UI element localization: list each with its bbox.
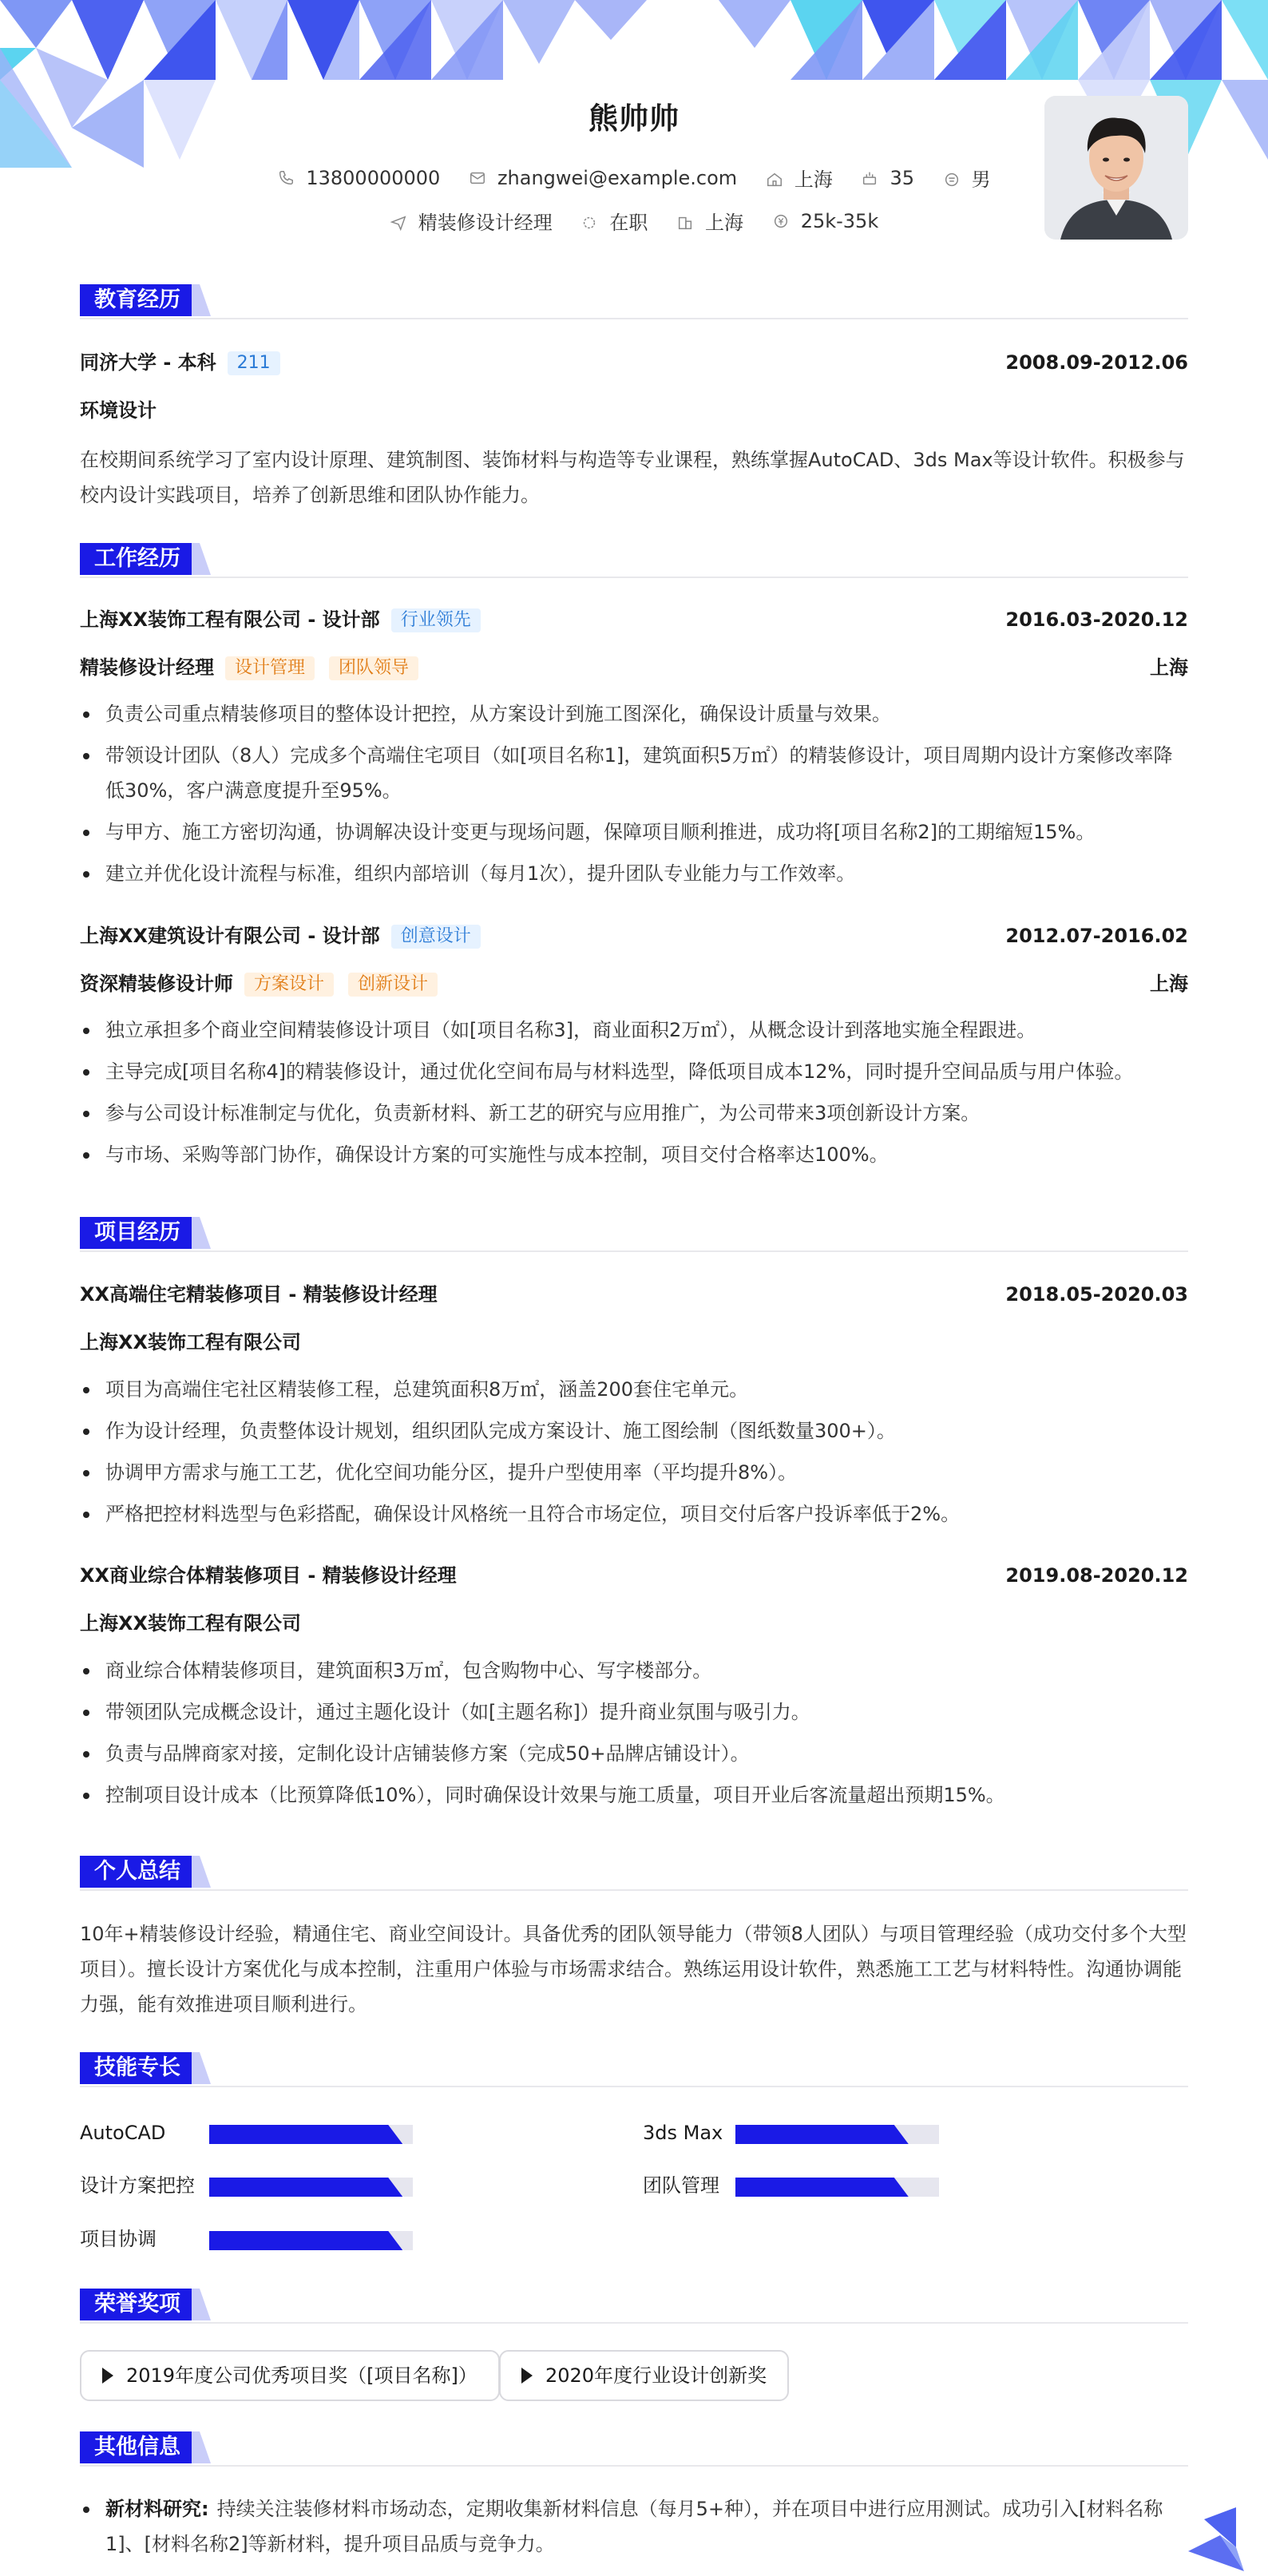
section-education [80,284,1188,319]
section-projects [80,1217,1188,1252]
skill-bar-fill [209,2125,402,2144]
skill-bar [735,2125,939,2144]
tag-tail-decoration [192,2431,211,2463]
skill-bar-fill [209,2231,402,2250]
award-item [499,2350,789,2401]
job-salary: 25k-35k [772,210,879,232]
job-city: 上海 [676,207,743,235]
skill-bar-fill [209,2178,402,2197]
skill-bar [209,2231,413,2250]
list-item: 带领设计团队（8人）完成多个高端住宅项目（如[项目名称1]，建筑面积5万㎡）的精装修设计，项目周期内设计方案修改率降低30%，客户满意度提升至95%。 [80,738,1188,808]
work-date: 2012.07-2016.02 [1005,925,1188,947]
project-date: 2019.08-2020.12 [1005,1564,1188,1587]
section-other [80,2431,1188,2467]
project-company: 上海XX装饰工程有限公司 [80,1612,302,1635]
skill-bar-fill [735,2125,909,2144]
list-item: 建立并优化设计流程与标准，组织内部培训（每月1次），提升团队专业能力与工作效率。 [80,856,1188,891]
list-item: 作为设计经理，负责整体设计规划，组织团队完成方案设计、施工图绘制（图纸数量300+）。 [80,1413,1188,1449]
award-item [80,2350,500,2401]
job-status: 在职 [581,207,648,235]
section-divider [80,2322,1188,2324]
work-badge: 行业领先 [391,608,481,632]
corner-decoration [1188,2507,1244,2571]
school-badge: 211 [228,351,280,375]
list-item: 商业综合体精装修项目，建筑面积3万㎡，包含购物中心、写字楼部分。 [80,1653,1188,1688]
work-tag: 团队领导 [329,656,418,680]
list-item: 与甲方、施工方密切沟通，协调解决设计变更与现场问题，保障项目顺利推进，成功将[项目名称2]的工期缩短15%。 [80,814,1188,850]
section-awards [80,2289,1188,2324]
other-label: 新材料研究: [105,2498,209,2520]
job-title: 精装修设计经理 [390,207,553,235]
section-title: 技能专长 [80,2052,195,2084]
avatar [1044,96,1188,240]
list-item: 主导完成[项目名称4]的精装修设计，通过优化空间布局与材料选型，降低项目成本12%，同时提升空间品质与用户体验。 [80,1054,1188,1089]
candidate-name: 熊帅帅 [588,101,680,136]
play-icon [521,2368,533,2384]
skill-item [80,2120,495,2146]
list-item: 协调甲方需求与施工工艺，优化空间功能分区，提升户型使用率（平均提升8%）。 [80,1455,1188,1490]
education-description: 在校期间系统学习了室内设计原理、建筑制图、装饰材料与构造等专业课程，熟练掌握AutoCAD、3ds Max等设计软件。积极参与校内设计实践项目，培养了创新思维和团队协作能力。 [80,449,1185,506]
award-text: 2020年度行业设计创新奖 [545,2364,767,2387]
work-1-bullets [80,696,1188,898]
list-item: 负责与品牌商家对接，定制化设计店铺装修方案（完成50+品牌店铺设计）。 [80,1736,1188,1771]
tag-tail-decoration [192,2289,211,2320]
section-title: 荣誉奖项 [80,2289,195,2320]
work-title: 精装修设计经理 [80,656,214,679]
project-company: 上海XX装饰工程有限公司 [80,1331,302,1353]
section-divider [80,2465,1188,2467]
skill-bar-fill [735,2178,909,2197]
gender-icon [943,171,961,188]
work-location: 上海 [1150,973,1188,995]
skill-item [80,2173,495,2198]
send-icon [390,214,407,232]
skill-name: 项目协调 [80,2228,157,2250]
skill-name: 设计方案把控 [80,2174,195,2197]
work-badge: 创意设计 [391,925,481,949]
contact-gender: 男 [943,164,991,192]
project-date: 2018.05-2020.03 [1005,1283,1188,1306]
section-divider [80,2086,1188,2087]
work-tag: 设计管理 [225,656,315,680]
list-item [80,2491,1166,2562]
contact-phone: 13800000000 [277,167,440,189]
work-tag: 方案设计 [244,973,334,997]
contact-row [80,164,1188,192]
work-tag: 创新设计 [348,973,438,997]
work-date: 2016.03-2020.12 [1005,608,1188,631]
list-item: 独立承担多个商业空间精装修设计项目（如[项目名称3]，商业面积2万㎡），从概念设计到落地实施全程跟进。 [80,1013,1188,1048]
skill-bar [209,2178,413,2197]
section-divider [80,577,1188,578]
skill-name: 团队管理 [643,2174,719,2197]
play-icon [102,2368,113,2384]
list-item: 控制项目设计成本（比预算降低10%），同时确保设计效果与施工质量，项目开业后客流量超出预期15%。 [80,1777,1188,1813]
section-title: 工作经历 [80,543,195,575]
section-divider [80,1250,1188,1252]
skill-item [80,2226,495,2252]
award-text: 2019年度公司优秀项目奖（[项目名称]） [126,2364,477,2387]
contact-city: 上海 [766,164,833,192]
list-item: 严格把控材料选型与色彩搭配，确保设计风格统一且符合市场定位，项目交付后客户投诉率低于2%。 [80,1496,1188,1532]
school-name: 同济大学 - 本科 [80,351,216,374]
skill-item [643,2173,1058,2198]
section-skills [80,2052,1188,2087]
tag-tail-decoration [192,284,211,316]
project-name: XX商业综合体精装修项目 - 精装修设计经理 [80,1564,457,1587]
other-bullets [80,2491,1166,2568]
section-title: 个人总结 [80,1856,195,1888]
summary-text: 10年+精装修设计经验，精通住宅、商业空间设计。具备优秀的团队领导能力（带领8人团队）与项目管理经验（成功交付多个大型项目）。擅长设计方案优化与成本控制，注重用户体验与市场需求结合。熟练运用设计软件，熟悉施工工艺与材料特性。沟通协调能力强，能有效推进项目顺利进行。 [80,1923,1187,2015]
work-title: 资深精装修设计师 [80,973,233,995]
tag-tail-decoration [192,1217,211,1249]
tag-tail-decoration [192,543,211,575]
list-item: 项目为高端住宅社区精装修工程，总建筑面积8万㎡，涵盖200套住宅单元。 [80,1372,1188,1407]
salary-icon [772,212,790,230]
work-company: 上海XX装饰工程有限公司 - 设计部 [80,608,380,631]
tag-tail-decoration [192,2052,211,2084]
contact-age: 35 [861,167,914,189]
work-2-bullets [80,1013,1188,1179]
education-date: 2008.09-2012.06 [1005,351,1188,374]
section-title: 其他信息 [80,2431,195,2463]
skill-name: AutoCAD [80,2122,166,2144]
list-item: 带领团队完成概念设计，通过主题化设计（如[主题名称]）提升商业氛围与吸引力。 [80,1694,1188,1730]
building-icon [676,214,694,232]
skill-bar [735,2178,939,2197]
other-text: 持续关注装修材料市场动态，定期收集新材料信息（每月5+种），并在项目中进行应用测试。成功引入[材料名称1]、[材料名称2]等新材料，提升项目品质与竞争力。 [105,2498,1163,2555]
section-title: 教育经历 [80,284,195,316]
phone-icon [277,169,295,187]
tag-tail-decoration [192,1856,211,1888]
job-row [80,207,1188,235]
section-title: 项目经历 [80,1217,195,1249]
work-location: 上海 [1150,656,1188,679]
section-summary [80,1856,1188,1891]
skill-bar [209,2125,413,2144]
skill-name: 3ds Max [643,2122,723,2144]
skill-item [643,2120,1058,2146]
project-name: XX高端住宅精装修项目 - 精装修设计经理 [80,1283,438,1306]
mail-icon [469,169,486,187]
section-divider [80,318,1188,319]
status-icon [581,214,598,232]
home-icon [766,171,783,188]
project-1-bullets [80,1372,1188,1538]
work-company: 上海XX建筑设计有限公司 - 设计部 [80,925,380,947]
section-divider [80,1889,1188,1891]
cake-icon [861,169,878,187]
list-item: 参与公司设计标准制定与优化，负责新材料、新工艺的研究与应用推广，为公司带来3项创新设计方案。 [80,1096,1188,1131]
education-major: 环境设计 [80,399,157,422]
section-work [80,543,1188,578]
list-item: 与市场、采购等部门协作，确保设计方案的可实施性与成本控制，项目交付合格率达100%。 [80,1137,1188,1172]
project-2-bullets [80,1653,1188,1819]
list-item: 负责公司重点精装修项目的整体设计把控，从方案设计到施工图深化，确保设计质量与效果。 [80,696,1188,731]
contact-email: zhangwei@example.com [469,167,737,189]
